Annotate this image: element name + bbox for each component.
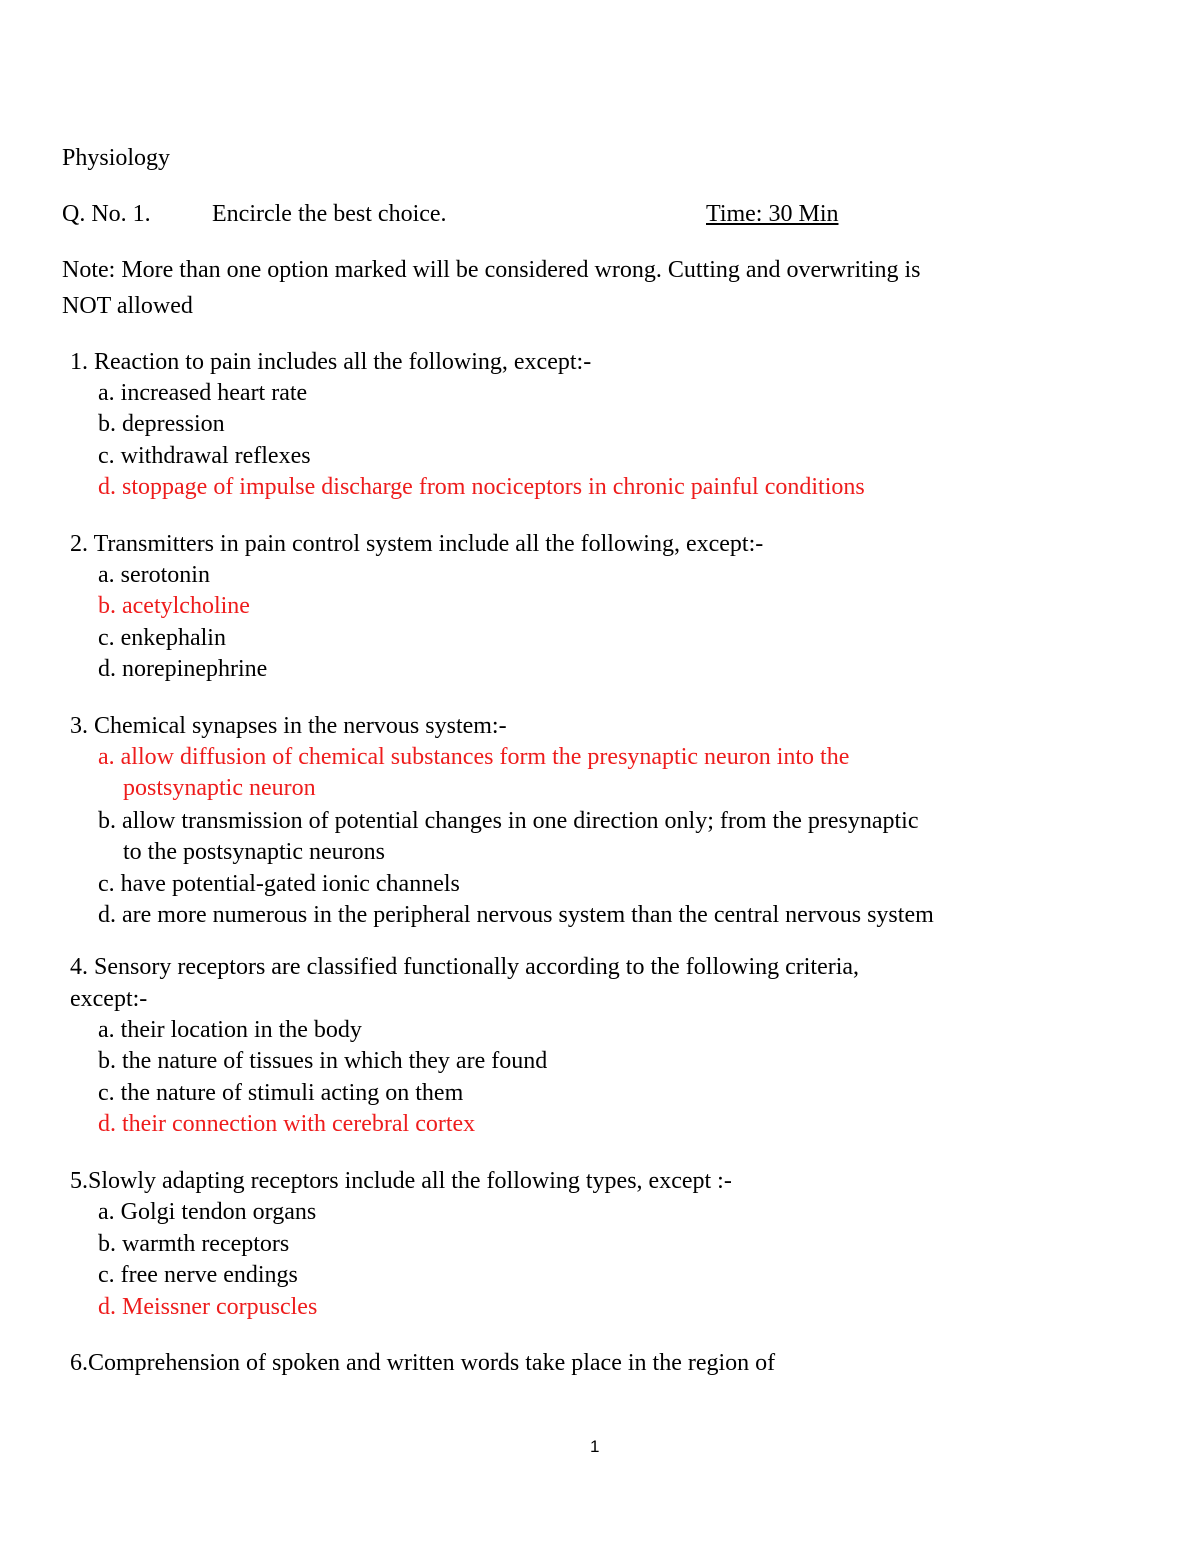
question-3-option-a-answer: a. allow diffusion of chemical substances form the presynaptic neuron into the (98, 744, 850, 770)
question-3-option-c: c. have potential-gated ionic channels (98, 871, 460, 897)
question-2-option-d: d. norepinephrine (98, 656, 268, 682)
question-5-option-d-answer: d. Meissner corpuscles (98, 1294, 318, 1320)
question-2-option-a: a. serotonin (98, 562, 210, 588)
question-3-option-b: b. allow transmission of potential changes in one direction only; from the presynaptic (98, 808, 919, 834)
question-4-option-d-answer: d. their connection with cerebral cortex (98, 1111, 476, 1137)
question-1-option-a: a. increased heart rate (98, 380, 308, 406)
instruction: Encircle the best choice. (212, 201, 447, 227)
question-3-option-b-continued: to the postsynaptic neurons (123, 839, 385, 865)
question-3-option-a-answer-continued: postsynaptic neuron (123, 775, 316, 801)
question-5-stem: 5.Slowly adapting receptors include all the following types, except :- (70, 1168, 732, 1194)
question-4-option-a: a. their location in the body (98, 1017, 362, 1043)
question-1-stem: 1. Reaction to pain includes all the following, except:- (70, 349, 592, 375)
question-1-option-d-answer: d. stoppage of impulse discharge from nociceptors in chronic painful conditions (98, 474, 865, 500)
page-number: 1 (590, 1437, 600, 1456)
note-line-1: Note: More than one option marked will be considered wrong. Cutting and overwriting is (62, 257, 921, 283)
question-2-stem: 2. Transmitters in pain control system include all the following, except:- (70, 531, 764, 557)
subject-title: Physiology (62, 145, 171, 171)
question-2-option-b-answer: b. acetylcholine (98, 593, 250, 619)
question-4-option-b: b. the nature of tissues in which they are found (98, 1048, 548, 1074)
question-5-option-b: b. warmth receptors (98, 1231, 290, 1257)
question-3-stem: 3. Chemical synapses in the nervous system:- (70, 713, 507, 739)
question-4-stem: 4. Sensory receptors are classified functionally according to the following criteria, (70, 954, 860, 980)
question-4-option-c: c. the nature of stimuli acting on them (98, 1080, 464, 1106)
question-5-option-c: c. free nerve endings (98, 1262, 298, 1288)
question-1-option-b: b. depression (98, 411, 225, 437)
question-number: Q. No. 1. (62, 201, 151, 227)
question-5-option-a: a. Golgi tendon organs (98, 1199, 317, 1225)
note-line-2: NOT allowed (62, 293, 193, 319)
question-1-option-c: c. withdrawal reflexes (98, 443, 311, 469)
question-6-stem: 6.Comprehension of spoken and written words take place in the region of (70, 1350, 776, 1376)
question-3-option-d: d. are more numerous in the peripheral nervous system than the central nervous system (98, 902, 934, 928)
time-limit: Time: 30 Min (706, 201, 839, 227)
question-2-option-c: c. enkephalin (98, 625, 226, 651)
question-4-stem-continued: except:- (70, 986, 148, 1012)
